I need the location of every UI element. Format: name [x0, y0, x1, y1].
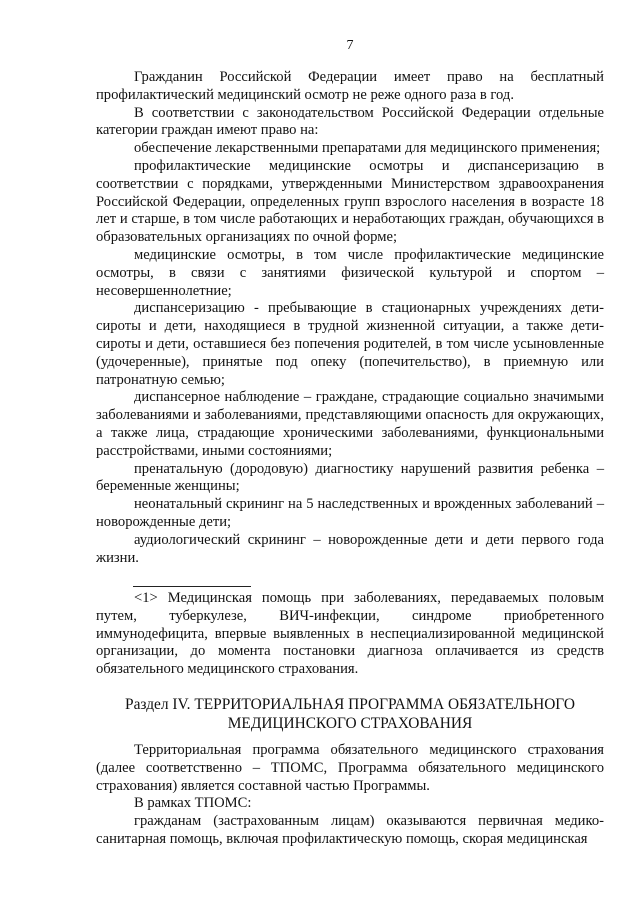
- footnote: [96, 590, 604, 679]
- section-body-text: [96, 742, 604, 849]
- paragraph: профилактические медицинские осмотры и диспансеризацию в соответствии с порядками, утвержденными Министерством здравоохранения Российской Федерации, определенных групп взрослого населения в возрасте 18 лет и старше, в том числе работающих и неработающих граждан, обучающихся в образовательных организациях по очной форме;: [96, 157, 604, 246]
- section-title: [96, 695, 604, 733]
- section-title-line: МЕДИЦИНСКОГО СТРАХОВАНИЯ: [227, 715, 473, 732]
- paragraph: В рамках ТПОМС:: [134, 795, 252, 812]
- paragraph: диспансеризацию - пребывающие в стационарных учреждениях дети-сироты и дети, находящиеся в трудной жизненной ситуации, а также дети-сироты и дети, оставшиеся без попечения родителей, в том числе усыновленные (удочеренные), принятые под опеку (попечительство), в приемную или патронатную семью;: [96, 300, 604, 388]
- section-title-line: Раздел IV. ТЕРРИТОРИАЛЬНАЯ ПРОГРАММА ОБЯЗАТЕЛЬНОГО: [125, 696, 575, 713]
- paragraph: пренатальную (дородовую) диагностику нарушений развития ребенка – беременные женщины;: [96, 460, 604, 495]
- document-page: [96, 0, 604, 905]
- body-text: [96, 69, 604, 567]
- paragraph: В соответствии с законодательством Российской Федерации отдельные категории граждан имеют право на:: [96, 104, 604, 139]
- paragraph: гражданам (застрахованным лицам) оказываются первичная медико-санитарная помощь, включая профилактическую помощь, скорая медицинская: [96, 813, 604, 847]
- paragraph: обеспечение лекарственными препаратами для медицинского применения;: [134, 140, 601, 157]
- paragraph: аудиологический скрининг – новорожденные дети и дети первого года жизни.: [96, 531, 604, 566]
- footnote-separator: [133, 586, 251, 587]
- paragraph: Гражданин Российской Федерации имеет право на бесплатный профилактический медицинский осмотр не реже одного раза в год.: [96, 69, 604, 103]
- paragraph: медицинские осмотры, в том числе профилактические медицинские осмотры, в связи с занятиями физической культурой и спортом – несовершеннолетние;: [96, 246, 604, 299]
- footnote-text: <1> Медицинская помощь при заболеваниях, передаваемых половым путем, туберкулезе, ВИЧ-инфекции, синдроме приобретенного иммунодефицита, впервые выявленных в неспециализированной медицинской организации, до момента постановки диагноза оплачивается из средств обязательного медицинского страхования.: [96, 590, 604, 678]
- page-number: 7: [346, 38, 354, 53]
- paragraph: диспансерное наблюдение – граждане, страдающие социально значимыми заболеваниями и заболеваниями, представляющими опасность для окружающих, а также лица, страдающие хроническими заболеваниями, функциональными расстройствами, иными состояниями;: [96, 389, 604, 459]
- paragraph: неонатальный скрининг на 5 наследственных и врожденных заболеваний – новорожденные дети;: [96, 496, 604, 530]
- paragraph: Территориальная программа обязательного медицинского страхования (далее соответственно – ТПОМС, Программа обязательного медицинского страхования) является составной частью Программы.: [96, 742, 604, 794]
